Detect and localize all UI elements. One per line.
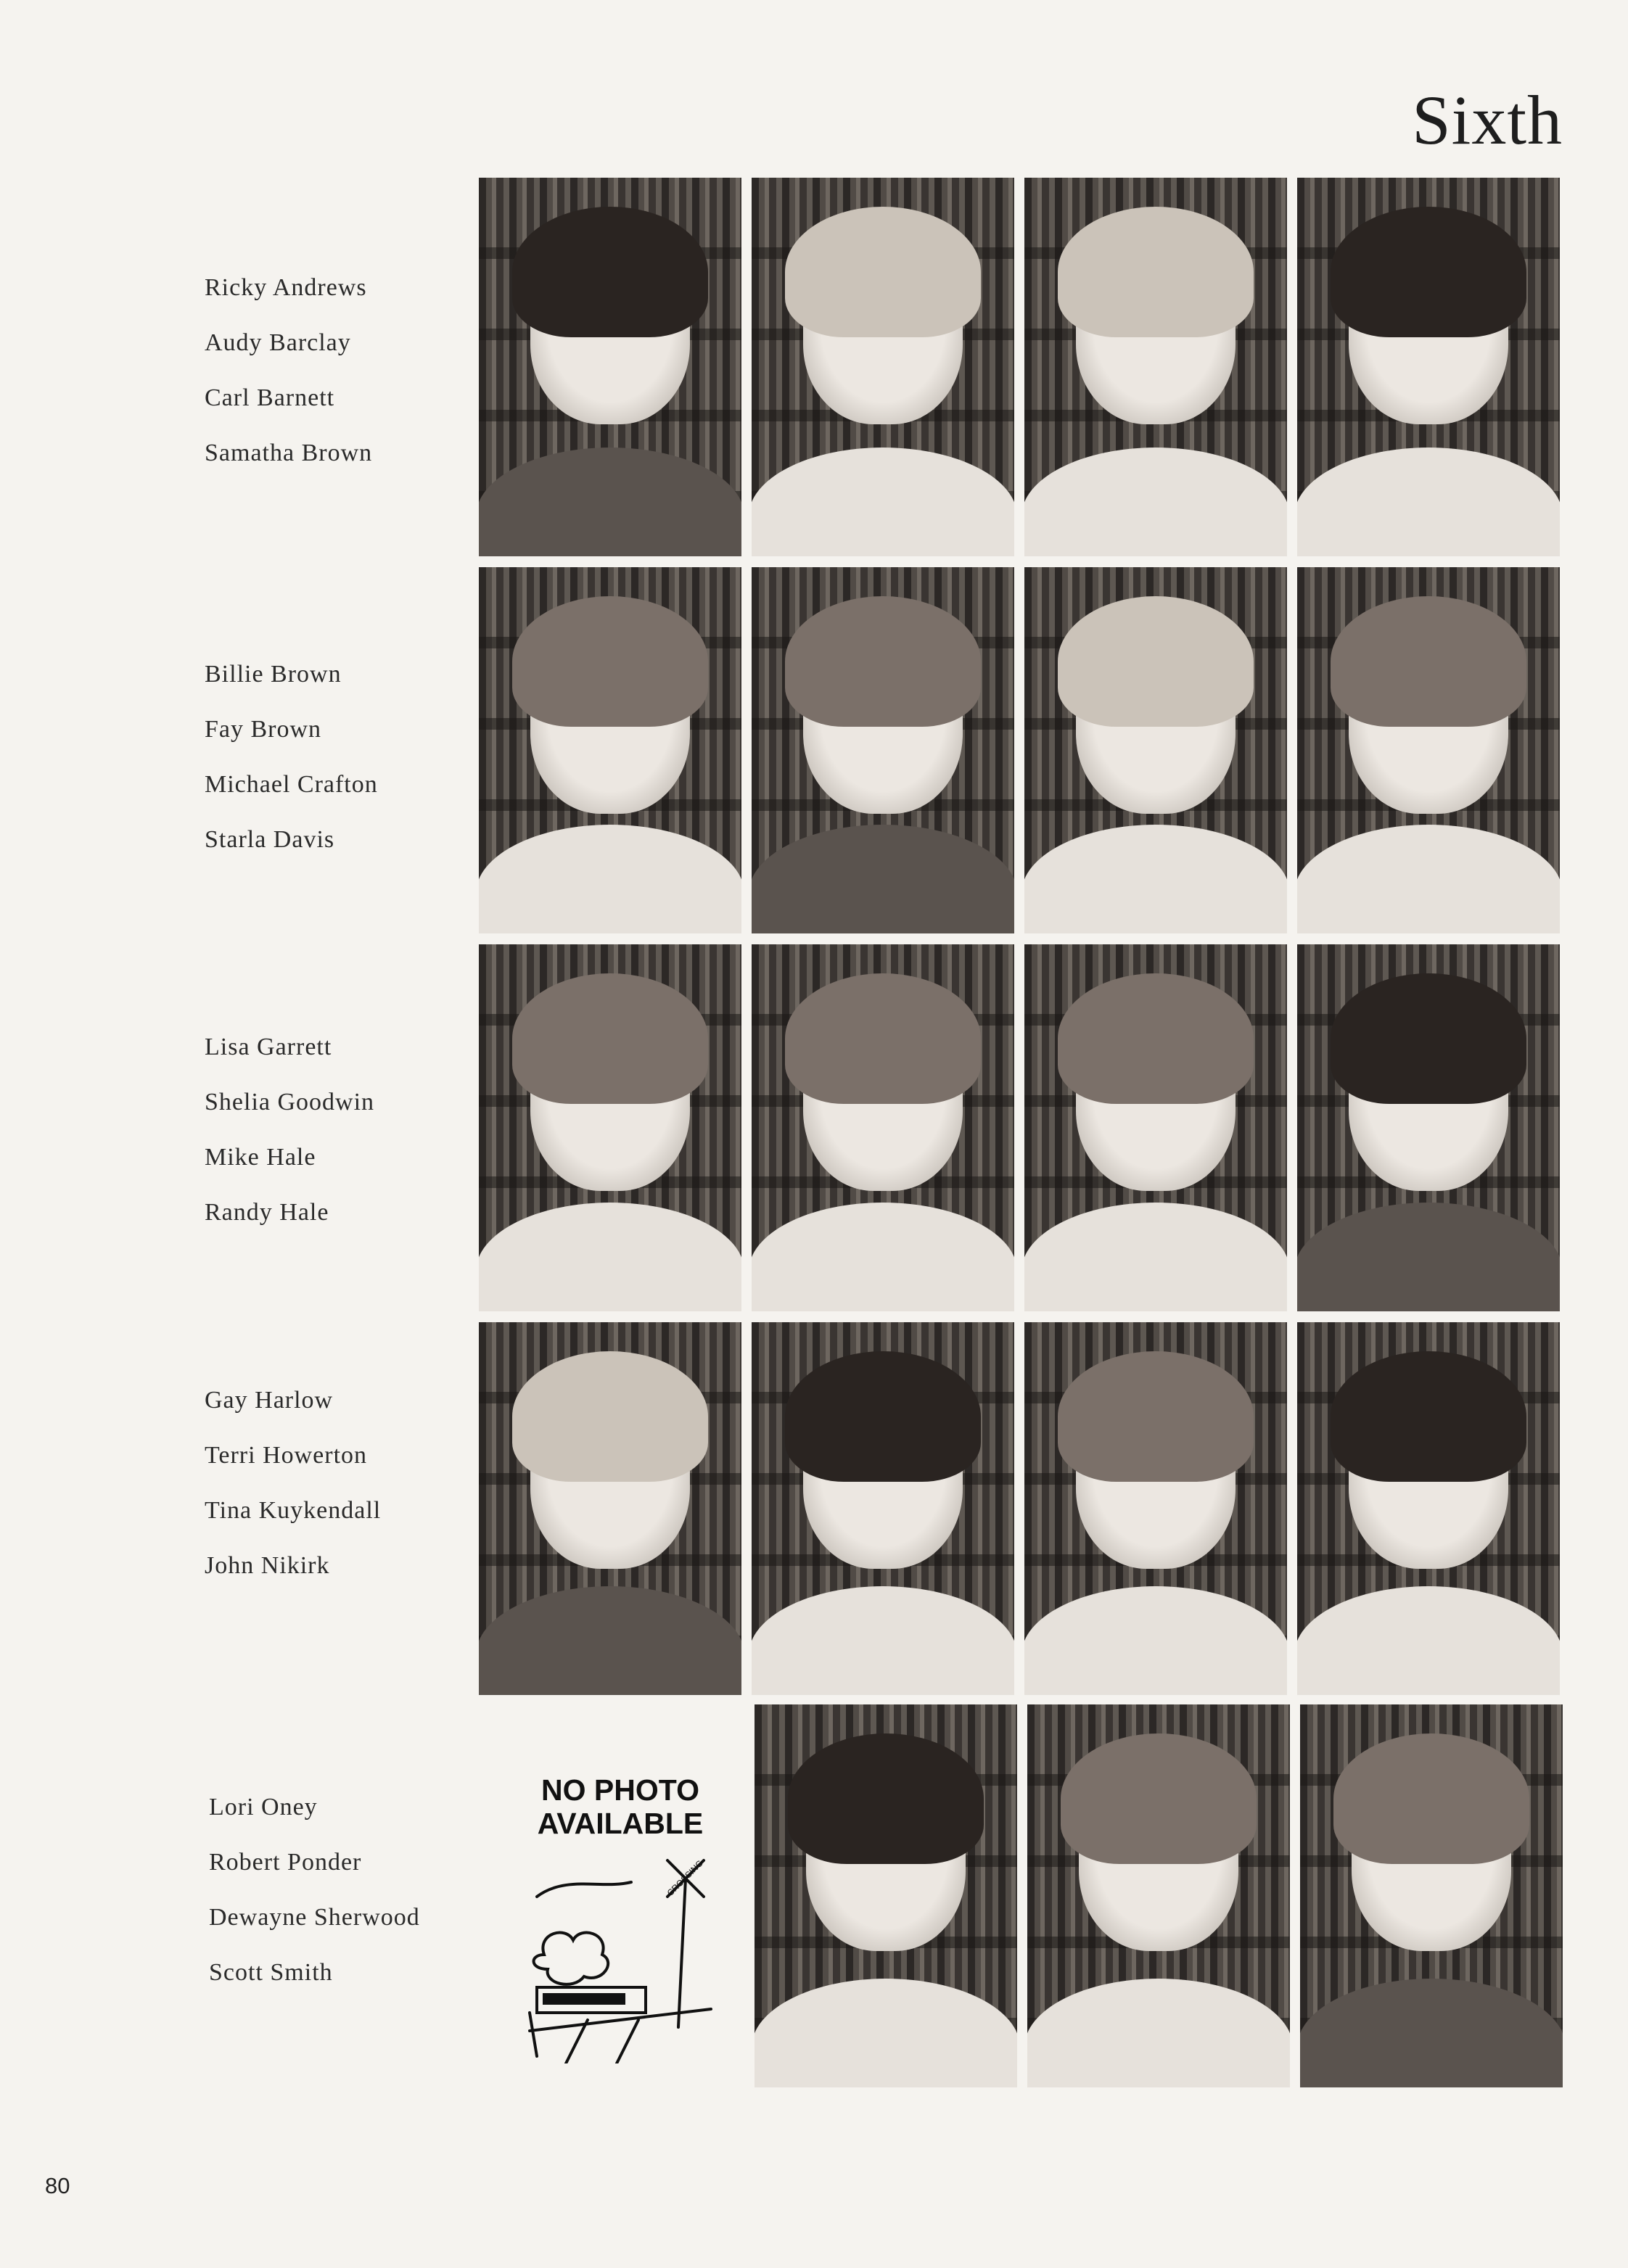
student-name: Shelia Goodwin <box>205 1089 375 1116</box>
student-photo <box>1297 1322 1560 1695</box>
student-name: Scott Smith <box>209 1959 333 1986</box>
student-name: Lori Oney <box>209 1794 318 1820</box>
student-photo <box>752 1322 1014 1695</box>
student-name: Samatha Brown <box>205 440 373 466</box>
railroad-crossing-illustration <box>522 1846 718 2063</box>
student-name: Lisa Garrett <box>205 1034 332 1060</box>
student-row <box>0 944 1628 1311</box>
student-name: Terri Howerton <box>205 1442 368 1469</box>
name-list <box>205 273 372 468</box>
student-photo <box>752 178 1014 556</box>
student-photo <box>479 178 741 556</box>
student-name: Gay Harlow <box>205 1387 334 1414</box>
student-name: Tina Kuykendall <box>205 1497 382 1524</box>
student-photo <box>1297 178 1560 556</box>
student-name: Ricky Andrews <box>205 274 367 301</box>
student-photo <box>752 944 1014 1311</box>
student-name: Audy Barclay <box>205 329 351 356</box>
student-row <box>0 1704 1628 2087</box>
student-row <box>0 1322 1628 1695</box>
name-list <box>209 1793 420 1987</box>
name-list <box>205 1033 374 1227</box>
student-name: Mike Hale <box>205 1144 316 1171</box>
student-photo <box>752 567 1014 933</box>
student-photo <box>1300 1704 1563 2087</box>
no-photo-label: NO PHOTO AVAILABLE <box>537 1773 704 1840</box>
student-name: John Nikirk <box>205 1552 330 1579</box>
student-photo <box>1024 944 1287 1311</box>
student-name: Michael Crafton <box>205 771 378 798</box>
student-photo <box>479 1322 741 1695</box>
student-photo <box>1024 567 1287 933</box>
crossing-sign-text: CROSSING <box>665 1857 705 1898</box>
student-name: Robert Ponder <box>209 1849 362 1876</box>
student-row <box>0 567 1628 933</box>
student-photo <box>1024 1322 1287 1695</box>
student-name: Billie Brown <box>205 661 342 688</box>
student-photo <box>1297 944 1560 1311</box>
student-photo <box>755 1704 1017 2087</box>
name-list <box>205 660 378 854</box>
name-list <box>205 1386 381 1580</box>
student-row <box>0 178 1628 556</box>
page-title: Sixth <box>1412 81 1563 159</box>
student-name: Fay Brown <box>205 716 322 743</box>
student-photo <box>1024 178 1287 556</box>
no-photo-placeholder <box>522 1773 718 2067</box>
student-name: Dewayne Sherwood <box>209 1904 420 1931</box>
student-photo <box>479 944 741 1311</box>
student-name: Carl Barnett <box>205 384 335 411</box>
student-photo <box>479 567 741 933</box>
student-photo <box>1027 1704 1290 2087</box>
page-number: 80 <box>45 2173 70 2198</box>
student-photo <box>1297 567 1560 933</box>
student-name: Randy Hale <box>205 1199 329 1226</box>
student-name: Starla Davis <box>205 826 335 853</box>
